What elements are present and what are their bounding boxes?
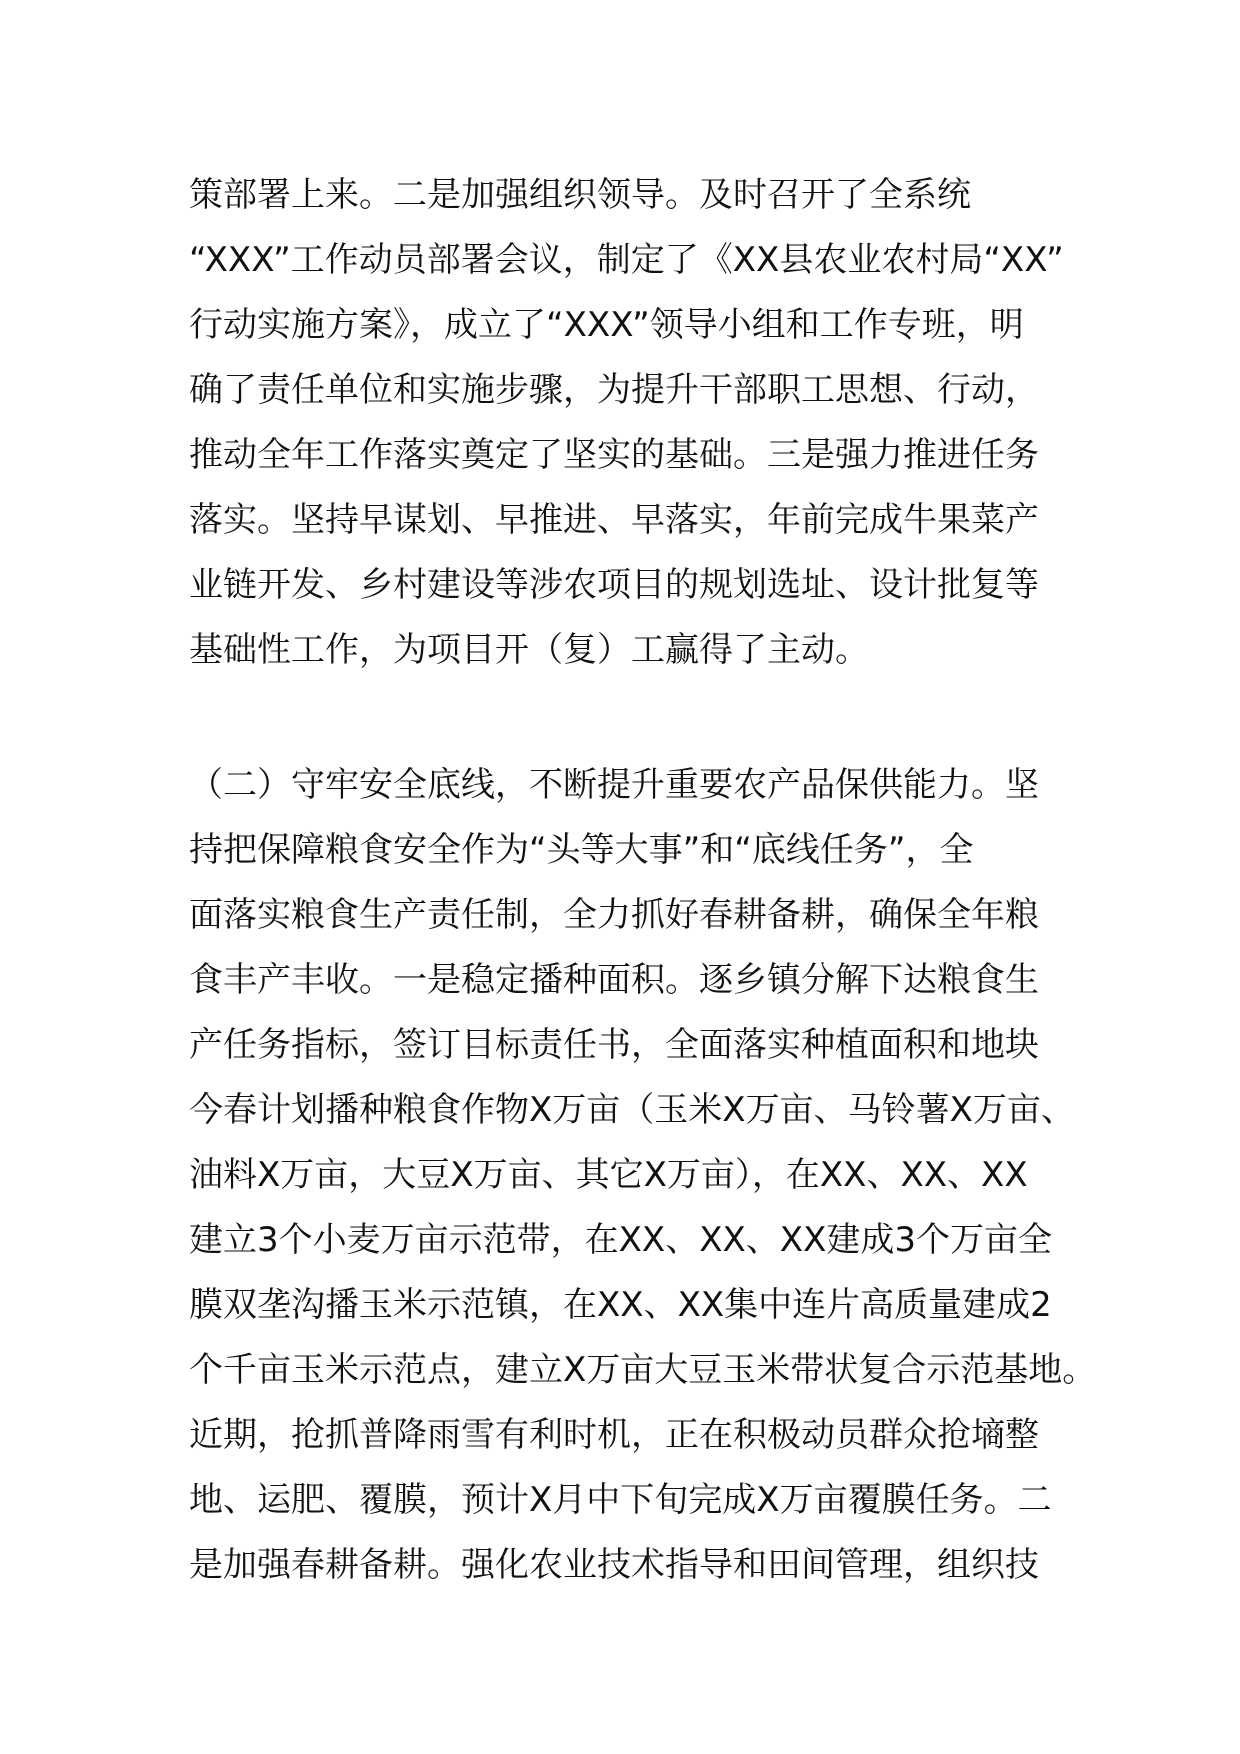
text-line: 落实。坚持早谋划、早推进、早落实，年前完成牛果菜产 <box>189 500 1039 540</box>
text-line: 食丰产丰收。一是稳定播种面积。逐乡镇分解下达粮食生 <box>189 960 1039 1000</box>
text-line: 地、运肥、覆膜，预计X月中下旬完成X万亩覆膜任务。二 <box>189 1480 1052 1520</box>
text-line: 基础性工作，为项目开（复）工赢得了主动。 <box>189 630 869 670</box>
text-line: 油料X万亩，大豆X万亩、其它X万亩），在XX、XX、XX <box>189 1155 1028 1195</box>
text-line: 个千亩玉米示范点，建立X万亩大豆玉米带状复合示范基地。 <box>189 1350 1097 1390</box>
text-line: 今春计划播种粮食作物X万亩（玉米X万亩、马铃薯X万亩、 <box>189 1090 1075 1130</box>
text-line: 推动全年工作落实奠定了坚实的基础。三是强力推进任务 <box>189 435 1039 475</box>
text-line: 策部署上来。二是加强组织领导。及时召开了全系统 <box>189 175 971 215</box>
text-line: “XXX”工作动员部署会议，制定了《XX县农业农村局“XX” <box>189 240 1064 280</box>
text-line: 行动实施方案》，成立了“XXX”领导小组和工作专班，明 <box>189 305 1024 345</box>
text-line: 是加强春耕备耕。强化农业技术指导和田间管理，组织技 <box>189 1545 1039 1585</box>
section-heading-line: （二）守牢安全底线，不断提升重要农产品保供能力。坚 <box>189 765 1039 805</box>
text-line: 面落实粮食生产责任制，全力抓好春耕备耕，确保全年粮 <box>189 895 1039 935</box>
text-line: 产任务指标，签订目标责任书，全面落实种植面积和地块 <box>189 1025 1039 1065</box>
text-line: 膜双垄沟播玉米示范镇，在XX、XX集中连片高质量建成2 <box>189 1285 1052 1325</box>
text-line: 近期，抢抓普降雨雪有利时机，正在积极动员群众抢墒整 <box>189 1415 1039 1455</box>
text-line: 业链开发、乡村建设等涉农项目的规划选址、设计批复等 <box>189 565 1039 605</box>
text-line: 持把保障粮食安全作为“头等大事”和“底线任务”，全 <box>189 830 974 870</box>
text-line: 确了责任单位和实施步骤，为提升干部职工思想、行动， <box>189 370 1039 410</box>
text-line: 建立3个小麦万亩示范带，在XX、XX、XX建成3个万亩全 <box>189 1220 1053 1260</box>
